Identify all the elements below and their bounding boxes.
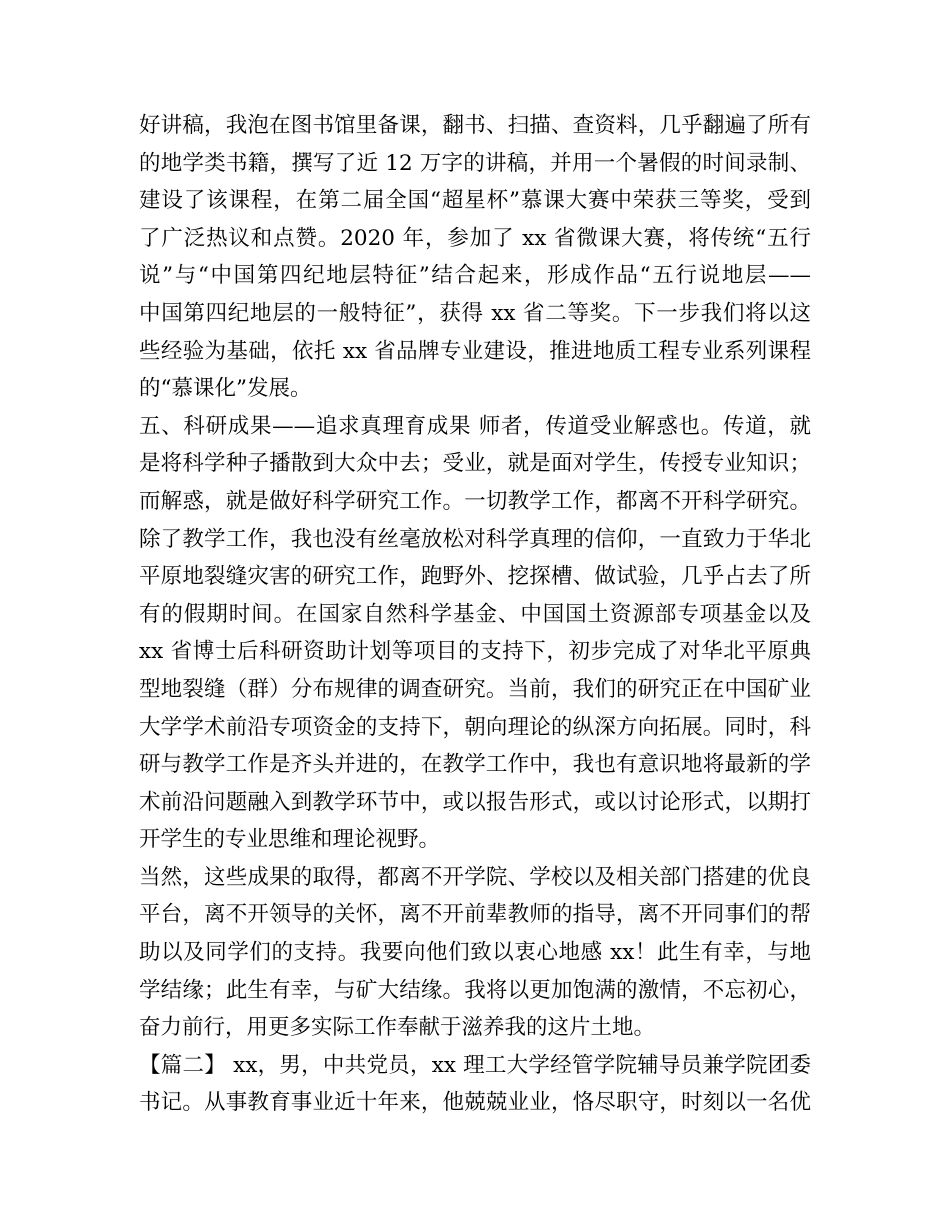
text-line: 奋力前行，用更多实际工作奉献于滋养我的这片土地。 — [139, 1015, 656, 1041]
text-line: 些经验为基础，依托 xx 省品牌专业建设，推进地质工程专业系列课程 — [139, 338, 811, 364]
text-line: 研与教学工作是齐头并进的，在教学工作中，我也有意识地将最新的学 — [139, 752, 811, 778]
text-line: 的“慕课化”发展。 — [139, 376, 312, 402]
text-line: 除了教学工作，我也没有丝毫放松对科学真理的信仰，一直致力于华北 — [139, 526, 811, 552]
text-line: 学结缘；此生有幸，与矿大结缘。我将以更加饱满的激情，不忘初心， — [139, 977, 811, 1003]
text-line: xx 省博士后科研资助计划等项目的支持下，初步完成了对华北平原典 — [139, 639, 811, 665]
text-line: 有的假期时间。在国家自然科学基金、中国国土资源部专项基金以及 — [139, 601, 811, 627]
document-body — [139, 107, 811, 1122]
text-line: 建设了该课程，在第二届全国“超星杯”慕课大赛中荣获三等奖，受到 — [139, 188, 811, 214]
text-line: 说”与“中国第四纪地层特征”结合起来，形成作品“五行说地层—— — [139, 263, 811, 289]
text-line: 书记。从事教育事业近十年来，他兢兢业业，恪尽职守，时刻以一名优 — [139, 1090, 811, 1116]
text-line: 五、科研成果——追求真理育成果 师者，传道受业解惑也。传道，就 — [139, 413, 811, 439]
text-line: 助以及同学们的支持。我要向他们致以衷心地感 xx！此生有幸，与地 — [139, 940, 811, 966]
text-line: 开学生的专业思维和理论视野。 — [139, 827, 441, 853]
text-line: 大学学术前沿专项资金的支持下，朝向理论的纵深方向拓展。同时，科 — [139, 714, 811, 740]
text-line: 平原地裂缝灾害的研究工作，跑野外、挖探槽、做试验，几乎占去了所 — [139, 564, 811, 590]
text-line: 而解惑，就是做好科学研究工作。一切教学工作，都离不开科学研究。 — [139, 488, 811, 514]
text-line: 术前沿问题融入到教学环节中，或以报告形式，或以讨论形式，以期打 — [139, 789, 811, 815]
text-line: 型地裂缝（群）分布规律的调查研究。当前，我们的研究正在中国矿业 — [139, 676, 811, 702]
text-line: 的地学类书籍，撰写了近 12 万字的讲稿，并用一个暑假的时间录制、 — [139, 150, 811, 176]
text-line: 平台，离不开领导的关怀，离不开前辈教师的指导，离不开同事们的帮 — [139, 902, 811, 928]
text-line: 中国第四纪地层的一般特征”，获得 xx 省二等奖。下一步我们将以这 — [139, 300, 811, 326]
text-line: 【篇二】 xx，男，中共党员，xx 理工大学经管学院辅导员兼学院团委 — [139, 1052, 811, 1078]
text-line: 是将科学种子播散到大众中去；受业，就是面对学生，传授专业知识； — [139, 451, 811, 477]
text-line: 当然，这些成果的取得，都离不开学院、学校以及相关部门搭建的优良 — [139, 864, 811, 890]
text-line: 好讲稿，我泡在图书馆里备课，翻书、扫描、查资料，几乎翻遍了所有 — [139, 113, 811, 138]
text-line: 了广泛热议和点赞。2020 年，参加了 xx 省微课大赛，将传统“五行 — [139, 225, 811, 251]
